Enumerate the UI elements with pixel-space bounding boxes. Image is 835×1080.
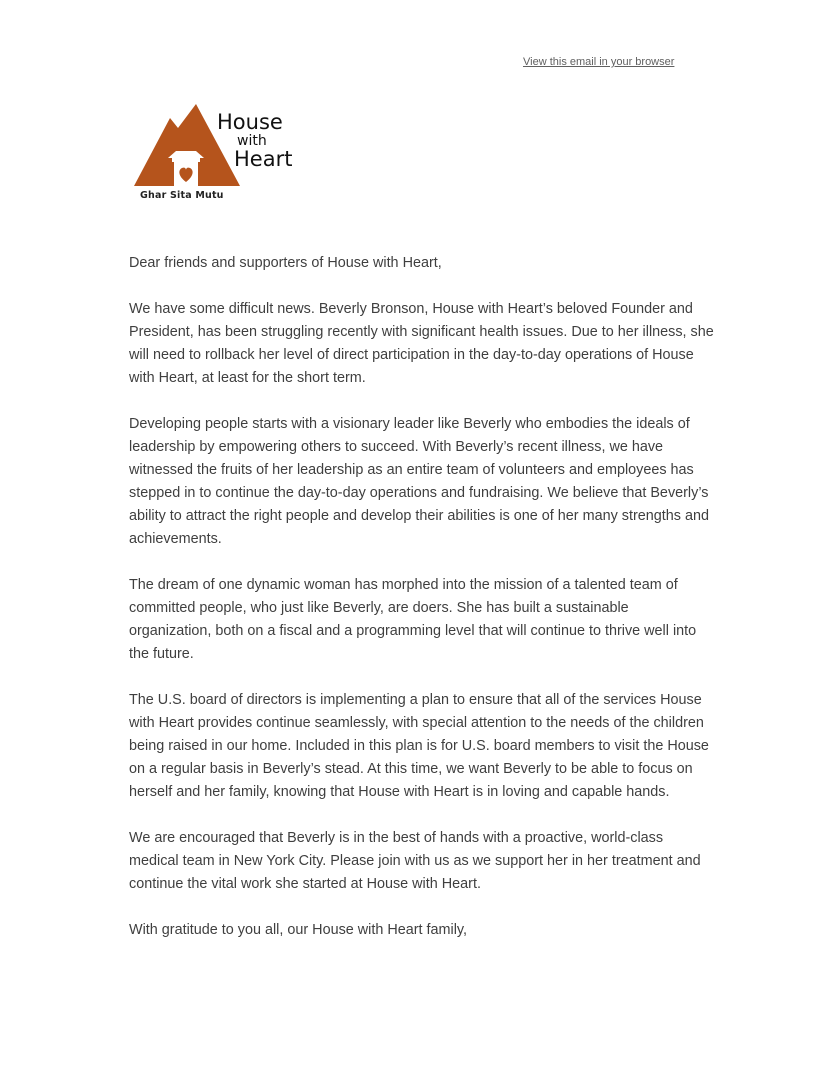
paragraph-encouraged: We are encouraged that Beverly is in the best of hands with a proactive, world-class medical team in New York City. Please join with us as we support her in her treatment and continue the vital work she started at House with Heart. — [129, 830, 701, 892]
logo-line-heart: Heart — [234, 147, 293, 171]
house-with-heart-logo[interactable] — [132, 100, 312, 204]
preheader — [523, 56, 674, 68]
email-body — [129, 252, 714, 965]
closing: With gratitude to you all, our House with Heart family, — [129, 922, 468, 938]
view-in-browser-link[interactable]: View this email in your browser — [523, 56, 675, 68]
paragraph-news: We have some difficult news. Beverly Bronson, House with Heart’s beloved Founder and President, has been struggling recently with significant health issues. Due to her illness, she will need to rollback her level of direct participation in the day-to-day operations of House with Heart, at least for the short term. — [129, 301, 714, 386]
paragraph-leadership: Developing people starts with a visionary leader like Beverly who embodies the ideals of leadership by empowering others to succeed. With Beverly’s recent illness, we have witnessed the fruits of her leadership as an entire team of volunteers and employees has stepped in to continue the day-to-day operations and fundraising. We believe that Beverly’s ability to attract the right people and develop their abilities is one of her many strengths and achievements. — [129, 416, 709, 547]
paragraph-dream: The dream of one dynamic woman has morphed into the mission of a talented team of committed people, who just like Beverly, are doers. She has built a sustainable organization, both on a fiscal and a programming level that will continue to thrive well into the future. — [129, 577, 697, 662]
logo-tagline: Ghar Sita Mutu — [140, 190, 224, 201]
greeting: Dear friends and supporters of House with Heart, — [129, 255, 442, 271]
paragraph-board-plan: The U.S. board of directors is implementing a plan to ensure that all of the services House with Heart provides continue seamlessly, with special attention to the needs of the children being raised in our home. Included in this plan is for U.S. board members to visit the House on a regular basis in Beverly’s stead. At this time, we want Beverly to be able to focus on herself and her family, knowing that House with Heart is in loving and capable hands. — [129, 692, 709, 800]
logo-line-house: House — [217, 110, 283, 134]
logo-line-with: with — [237, 133, 267, 149]
logo-wordmark — [217, 112, 292, 170]
